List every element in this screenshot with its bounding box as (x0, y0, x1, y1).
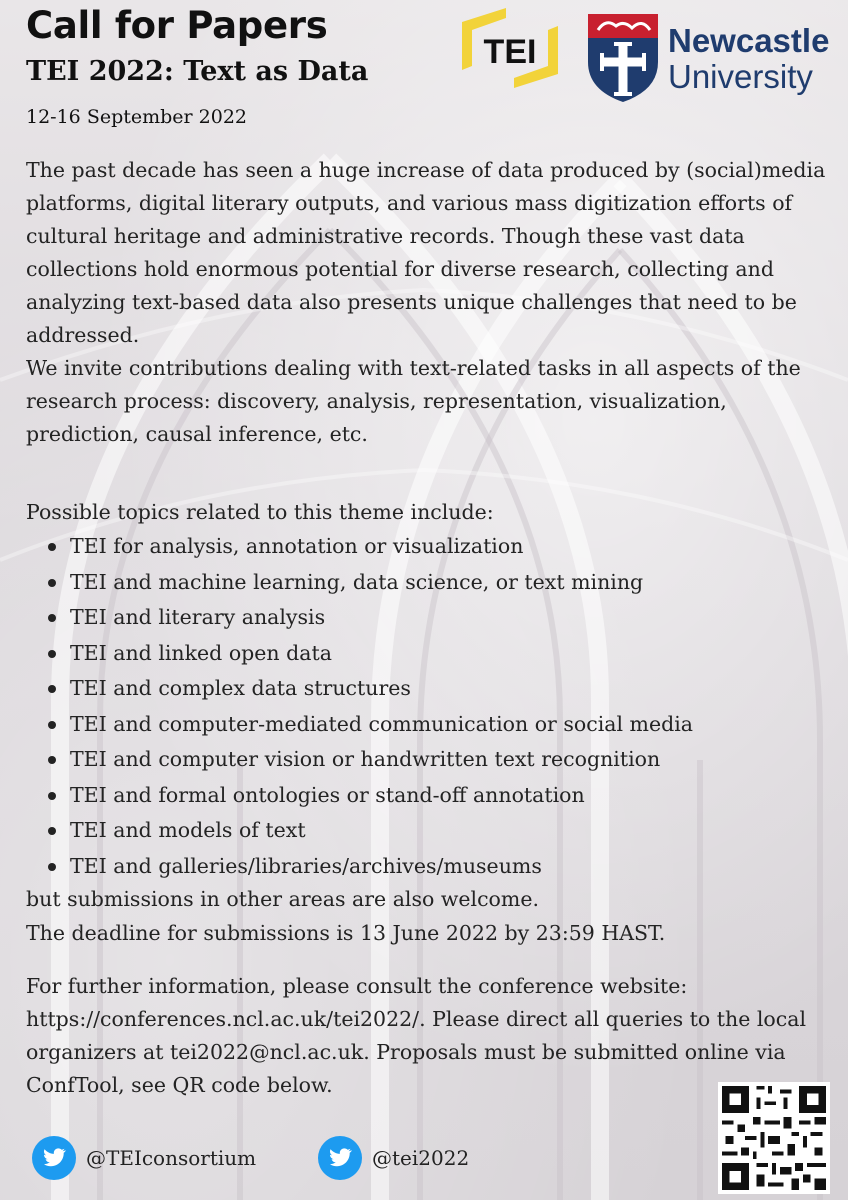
tei-logo-text: TEI (483, 33, 537, 71)
further-info-paragraph: For further information, please consult the conference website: https://conferences.ncl.ac.uk/tei2022/. Please direct all queries to the local organizers at tei2022@ncl.ac.uk. Proposals must be submitted online via ConfTool, see QR code below. (26, 974, 807, 1097)
list-item: TEI and machine learning, data science, or text mining (44, 565, 804, 601)
twitter-handle: @tei2022 (372, 1146, 470, 1170)
tei-logo (460, 6, 560, 90)
topics-list (44, 529, 804, 884)
call-description (26, 154, 826, 451)
twitter-handle: @TEIconsortium (86, 1146, 257, 1170)
conference-name: TEI 2022: Text as Data (26, 56, 369, 87)
deadline-note: The deadline for submissions is 13 June 2022 by 23:59 HAST. (26, 921, 666, 945)
other-areas-note: but submissions in other areas are also welcome. (26, 887, 539, 911)
list-item: TEI and formal ontologies or stand-off annotation (44, 778, 804, 814)
social-handle-teiconsortium[interactable] (32, 1136, 256, 1180)
university-name-line2: University (668, 58, 813, 95)
qr-code[interactable] (718, 1082, 830, 1194)
list-item: TEI for analysis, annotation or visualization (44, 529, 804, 565)
university-name-line1: Newcastle (668, 22, 830, 59)
list-item: TEI and models of text (44, 813, 804, 849)
twitter-icon (32, 1136, 76, 1180)
twitter-icon (318, 1136, 362, 1180)
topics-intro: Possible topics related to this theme include: (26, 500, 494, 524)
list-item: TEI and galleries/libraries/archives/museums (44, 849, 804, 885)
list-item: TEI and literary analysis (44, 600, 804, 636)
list-item: TEI and linked open data (44, 636, 804, 672)
conference-dates: 12-16 September 2022 (26, 106, 248, 128)
invitation-paragraph: We invite contributions dealing with text-related tasks in all aspects of the research process: discovery, analysis, representation, visualization, prediction, causal inference, etc. (26, 356, 801, 446)
page-title: Call for Papers (26, 4, 328, 47)
list-item: TEI and computer vision or handwritten text recognition (44, 742, 804, 778)
intro-paragraph: The past decade has seen a huge increase of data produced by (social)media platforms, digital literary outputs, and various mass digitization efforts of cultural heritage and administrative records. Though these vast data collections hold enormous potential for diverse research, collecting and analyzing text-based data also presents unique challenges that need to be addressed. (26, 158, 826, 347)
newcastle-university-logo (584, 10, 834, 104)
list-item: TEI and computer-mediated communication or social media (44, 707, 804, 743)
social-handle-tei2022[interactable] (318, 1136, 469, 1180)
closing-notes (26, 882, 826, 950)
list-item: TEI and complex data structures (44, 671, 804, 707)
